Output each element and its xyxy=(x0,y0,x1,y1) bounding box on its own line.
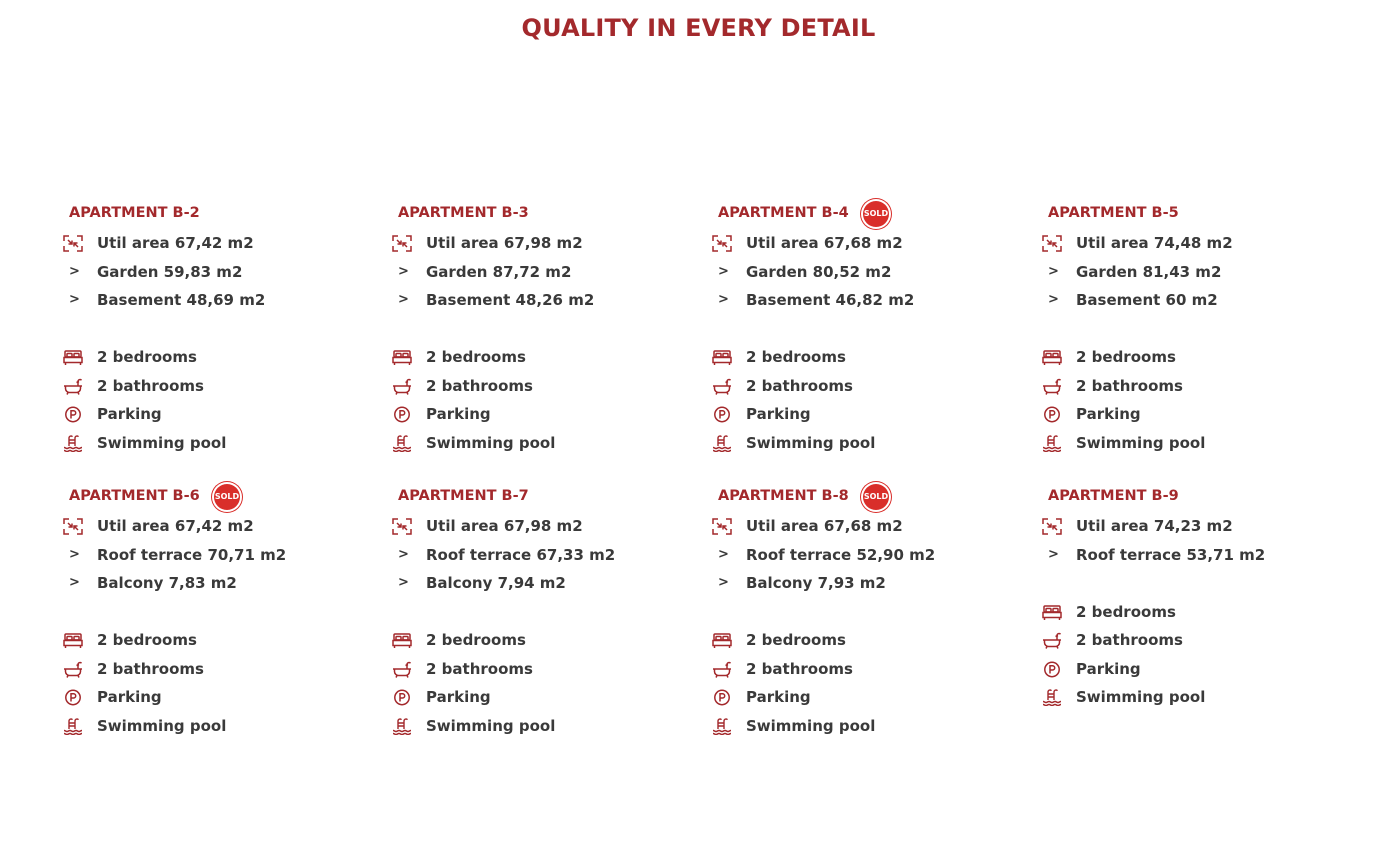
feature-label: Parking xyxy=(97,688,162,706)
util-area-item xyxy=(63,229,373,258)
feature-parking xyxy=(712,400,1022,429)
pool-icon xyxy=(712,435,732,452)
area-item xyxy=(712,541,1022,570)
area-item xyxy=(1042,258,1352,287)
area-item xyxy=(63,258,373,287)
feature-bedrooms xyxy=(392,626,702,655)
area-label: Util area 67,42 m2 xyxy=(97,234,254,252)
feature-label: Swimming pool xyxy=(97,716,227,735)
feature-bathrooms xyxy=(712,372,1022,401)
area-item xyxy=(392,569,702,598)
parking-icon xyxy=(712,689,732,706)
apartment-title: APARTMENT B-3 xyxy=(398,205,529,221)
util-area-item xyxy=(392,229,702,258)
chevron-right-icon: > xyxy=(1048,546,1059,562)
area-label: Basement 48,26 m2 xyxy=(426,291,595,309)
apartment-card xyxy=(392,482,702,740)
area-label: Balcony 7,93 m2 xyxy=(746,574,886,592)
spacer xyxy=(712,315,1022,344)
pool-icon xyxy=(392,435,412,452)
feature-label: Swimming pool xyxy=(426,716,556,735)
feature-parking xyxy=(392,683,702,712)
bathtub-icon xyxy=(712,661,732,678)
area-item xyxy=(63,541,373,570)
chevron-right-icon: > xyxy=(398,263,409,279)
area-label: Garden 87,72 m2 xyxy=(426,262,572,281)
area-item xyxy=(392,258,702,287)
util-area-item xyxy=(712,229,1022,258)
sold-badge: SOLD xyxy=(861,199,891,229)
feature-bathrooms xyxy=(392,655,702,684)
feature-label: Parking xyxy=(746,688,811,706)
bed-icon xyxy=(392,349,412,366)
feature-label: 2 bathrooms xyxy=(426,376,533,395)
pool-icon xyxy=(1042,689,1062,706)
spacer xyxy=(392,315,702,344)
apartment-card xyxy=(1042,199,1352,457)
area-label: Util area 67,98 m2 xyxy=(426,234,583,252)
area-label: Garden 81,43 m2 xyxy=(1076,262,1222,281)
parking-icon xyxy=(1042,661,1062,678)
parking-icon xyxy=(712,406,732,423)
feature-label: 2 bedrooms xyxy=(97,631,197,649)
feature-label: Swimming pool xyxy=(97,433,227,452)
feature-label: 2 bedrooms xyxy=(97,348,197,366)
chevron-right-icon: > xyxy=(69,575,80,590)
feature-label: 2 bathrooms xyxy=(1076,376,1183,395)
feature-label: Swimming pool xyxy=(746,433,876,452)
area-label: Garden 59,83 m2 xyxy=(97,262,243,281)
feature-label: 2 bedrooms xyxy=(746,631,846,649)
page-title: QUALITY IN EVERY DETAIL xyxy=(521,14,876,42)
parking-icon xyxy=(392,406,412,423)
feature-swimming-pool xyxy=(712,429,1022,458)
bathtub-icon xyxy=(392,661,412,678)
feature-bathrooms xyxy=(1042,372,1352,401)
area-label: Roof terrace 70,71 m2 xyxy=(97,545,287,564)
apartment-title: APARTMENT B-7 xyxy=(398,488,529,504)
feature-bathrooms xyxy=(63,372,373,401)
feature-swimming-pool xyxy=(392,712,702,741)
feature-label: Swimming pool xyxy=(1076,688,1206,706)
area-item xyxy=(712,286,1022,315)
feature-label: 2 bathrooms xyxy=(746,659,853,678)
util-area-icon xyxy=(392,518,412,535)
apartment-title: APARTMENT B-9 xyxy=(1048,488,1179,504)
feature-swimming-pool xyxy=(712,712,1022,741)
area-label: Garden 80,52 m2 xyxy=(746,262,892,281)
spacer xyxy=(392,598,702,627)
feature-swimming-pool xyxy=(63,429,373,458)
feature-bedrooms xyxy=(712,626,1022,655)
util-area-icon xyxy=(63,518,83,535)
parking-icon xyxy=(1042,406,1062,423)
feature-parking xyxy=(1042,400,1352,429)
spacer xyxy=(712,598,1022,627)
area-label: Util area 74,23 m2 xyxy=(1076,517,1233,535)
chevron-right-icon: > xyxy=(1048,263,1059,279)
apartment-header xyxy=(718,482,1022,512)
apartment-title: APARTMENT B-6 xyxy=(69,488,200,504)
feature-label: Parking xyxy=(426,688,491,706)
spacer xyxy=(63,598,373,627)
chevron-right-icon: > xyxy=(1048,292,1059,307)
area-label: Basement 60 m2 xyxy=(1076,291,1218,309)
util-area-item xyxy=(63,512,373,541)
feature-bedrooms xyxy=(392,343,702,372)
feature-label: Swimming pool xyxy=(426,433,556,452)
pool-icon xyxy=(1042,435,1062,452)
chevron-right-icon: > xyxy=(718,575,729,590)
apartment-header xyxy=(69,482,373,512)
parking-icon xyxy=(63,689,83,706)
apartment-header xyxy=(398,199,702,229)
area-label: Basement 48,69 m2 xyxy=(97,291,266,309)
sold-badge: SOLD xyxy=(212,482,242,512)
util-area-icon xyxy=(392,235,412,252)
apartment-card xyxy=(63,199,373,457)
feature-swimming-pool xyxy=(1042,429,1352,458)
feature-parking xyxy=(1042,655,1352,684)
area-item xyxy=(63,569,373,598)
bathtub-icon xyxy=(712,378,732,395)
bathtub-icon xyxy=(63,378,83,395)
area-label: Util area 67,68 m2 xyxy=(746,234,903,252)
feature-parking xyxy=(63,400,373,429)
chevron-right-icon: > xyxy=(398,546,409,562)
util-area-item xyxy=(1042,512,1352,541)
feature-label: 2 bedrooms xyxy=(426,348,526,366)
area-label: Basement 46,82 m2 xyxy=(746,291,915,309)
apartment-header xyxy=(1048,482,1352,512)
pool-icon xyxy=(712,718,732,735)
area-item xyxy=(392,286,702,315)
feature-swimming-pool xyxy=(1042,683,1352,712)
area-item xyxy=(392,541,702,570)
util-area-icon xyxy=(712,235,732,252)
area-label: Util area 67,68 m2 xyxy=(746,517,903,535)
feature-label: Parking xyxy=(426,405,491,423)
feature-label: 2 bathrooms xyxy=(97,376,204,395)
feature-bedrooms xyxy=(1042,598,1352,627)
util-area-item xyxy=(712,512,1022,541)
chevron-right-icon: > xyxy=(398,575,409,590)
chevron-right-icon: > xyxy=(718,292,729,307)
feature-bedrooms xyxy=(712,343,1022,372)
feature-swimming-pool xyxy=(63,712,373,741)
chevron-right-icon: > xyxy=(69,263,80,279)
area-item xyxy=(1042,286,1352,315)
feature-label: Swimming pool xyxy=(746,716,876,735)
feature-parking xyxy=(392,400,702,429)
feature-label: 2 bedrooms xyxy=(426,631,526,649)
bathtub-icon xyxy=(1042,378,1062,395)
apartment-title: APARTMENT B-2 xyxy=(69,205,200,221)
feature-bedrooms xyxy=(63,626,373,655)
feature-parking xyxy=(63,683,373,712)
parking-icon xyxy=(392,689,412,706)
apartment-card xyxy=(712,482,1022,740)
util-area-icon xyxy=(1042,518,1062,535)
spacer xyxy=(1042,569,1352,598)
chevron-right-icon: > xyxy=(718,546,729,562)
apartment-card xyxy=(712,199,1022,457)
area-label: Balcony 7,83 m2 xyxy=(97,574,237,592)
area-label: Roof terrace 52,90 m2 xyxy=(746,545,936,564)
feature-bedrooms xyxy=(63,343,373,372)
feature-label: 2 bedrooms xyxy=(746,348,846,366)
feature-bathrooms xyxy=(392,372,702,401)
area-label: Balcony 7,94 m2 xyxy=(426,574,566,592)
bathtub-icon xyxy=(1042,632,1062,649)
apartment-header xyxy=(1048,199,1352,229)
bed-icon xyxy=(1042,349,1062,366)
pool-icon xyxy=(63,718,83,735)
apartment-header xyxy=(69,199,373,229)
feature-label: 2 bathrooms xyxy=(426,659,533,678)
feature-label: 2 bedrooms xyxy=(1076,348,1176,366)
bed-icon xyxy=(1042,604,1062,621)
bed-icon xyxy=(712,632,732,649)
util-area-icon xyxy=(1042,235,1062,252)
feature-parking xyxy=(712,683,1022,712)
chevron-right-icon: > xyxy=(69,546,80,562)
bed-icon xyxy=(392,632,412,649)
spacer xyxy=(63,315,373,344)
pool-icon xyxy=(392,718,412,735)
area-label: Util area 67,42 m2 xyxy=(97,517,254,535)
bed-icon xyxy=(712,349,732,366)
feature-label: 2 bedrooms xyxy=(1076,602,1176,621)
feature-label: Parking xyxy=(746,405,811,423)
area-label: Util area 67,98 m2 xyxy=(426,517,583,535)
feature-bathrooms xyxy=(1042,626,1352,655)
apartment-card xyxy=(1042,482,1352,712)
util-area-icon xyxy=(712,518,732,535)
apartment-header xyxy=(718,199,1022,229)
bed-icon xyxy=(63,632,83,649)
bed-icon xyxy=(63,349,83,366)
bathtub-icon xyxy=(63,661,83,678)
area-label: Util area 74,48 m2 xyxy=(1076,234,1233,252)
area-item xyxy=(63,286,373,315)
util-area-icon xyxy=(63,235,83,252)
feature-label: 2 bathrooms xyxy=(746,376,853,395)
feature-label: Parking xyxy=(97,405,162,423)
spacer xyxy=(1042,315,1352,344)
apartment-title: APARTMENT B-4 xyxy=(718,205,849,221)
chevron-right-icon: > xyxy=(69,292,80,307)
pool-icon xyxy=(63,435,83,452)
feature-bedrooms xyxy=(1042,343,1352,372)
feature-bathrooms xyxy=(712,655,1022,684)
util-area-item xyxy=(392,512,702,541)
area-item xyxy=(712,569,1022,598)
apartment-title: APARTMENT B-5 xyxy=(1048,205,1179,221)
apartment-card xyxy=(63,482,373,740)
feature-label: Swimming pool xyxy=(1076,433,1206,452)
area-item xyxy=(1042,541,1352,570)
apartment-header xyxy=(398,482,702,512)
chevron-right-icon: > xyxy=(718,263,729,279)
sold-badge: SOLD xyxy=(861,482,891,512)
area-item xyxy=(712,258,1022,287)
feature-label: 2 bathrooms xyxy=(97,659,204,678)
apartment-title: APARTMENT B-8 xyxy=(718,488,849,504)
util-area-item xyxy=(1042,229,1352,258)
feature-label: Parking xyxy=(1076,659,1141,678)
feature-label: 2 bathrooms xyxy=(1076,631,1183,649)
parking-icon xyxy=(63,406,83,423)
feature-swimming-pool xyxy=(392,429,702,458)
feature-bathrooms xyxy=(63,655,373,684)
area-label: Roof terrace 67,33 m2 xyxy=(426,545,616,564)
chevron-right-icon: > xyxy=(398,292,409,307)
apartment-card xyxy=(392,199,702,457)
bathtub-icon xyxy=(392,378,412,395)
area-label: Roof terrace 53,71 m2 xyxy=(1076,545,1266,564)
feature-label: Parking xyxy=(1076,405,1141,423)
